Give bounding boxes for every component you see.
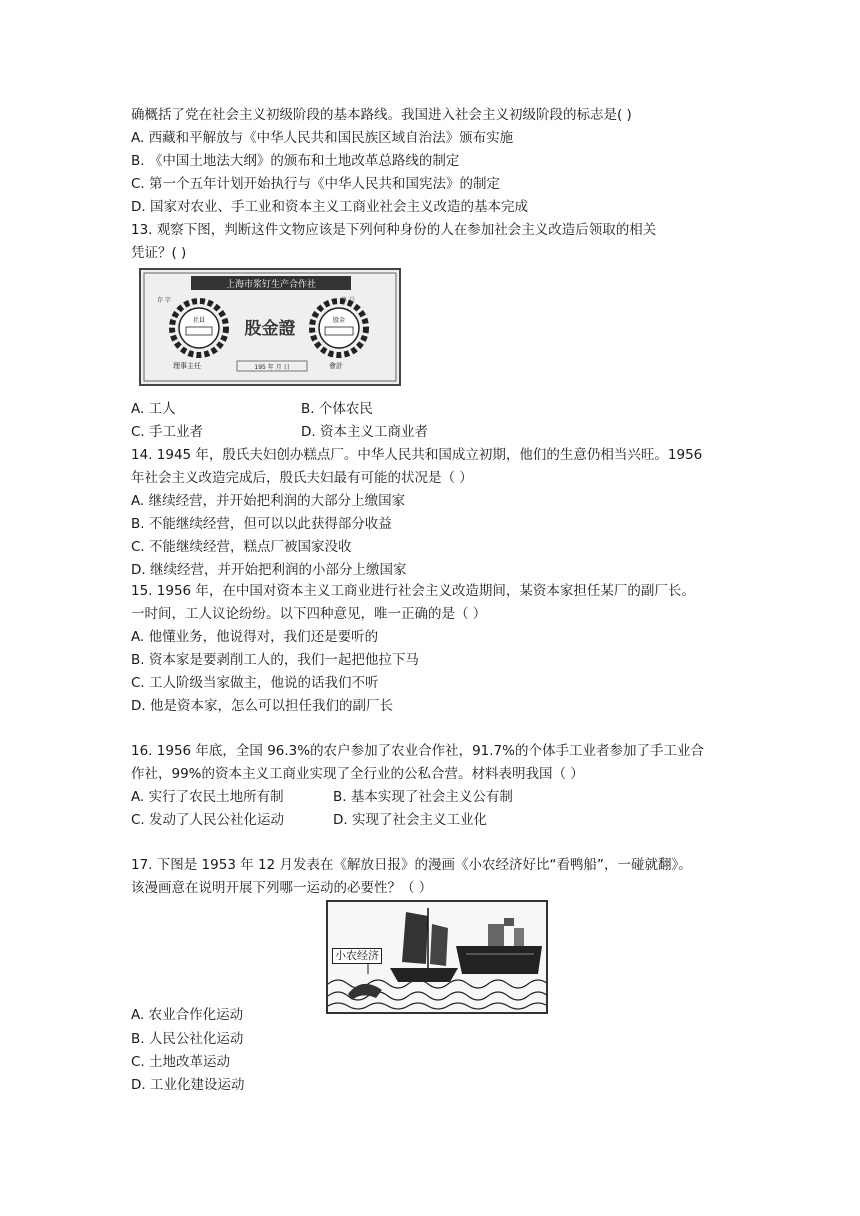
q14-stem-line-1: 14. 1945 年，殷氏夫妇创办糕点厂。中华人民共和国成立初期，他们的生意仍相当兴旺。1956 [131,447,703,463]
q16-stem-line-2: 作社，99%的资本主义工商业实现了全行业的公私合营。材料表明我国（ ） [131,766,584,782]
q12-option-d: D. 国家对农业、手工业和资本主义工商业社会主义改造的基本完成 [131,199,528,215]
q16-option-b: B. 基本实现了社会主义公有制 [333,789,513,805]
q14-option-c: C. 不能继续经营，糕点厂被国家没收 [131,539,352,555]
capsized-boat-drawing [348,964,382,1000]
right-seal-text: 股金 [332,317,346,324]
q12-option-a: A. 西藏和平解放与《中华人民共和国民族区域自治法》颁布实施 [131,130,514,146]
sailboat-drawing [390,908,458,982]
q17-option-a: A. 农业合作化运动 [131,1007,244,1023]
q13-option-d: D. 资本主义工商业者 [301,424,428,440]
left-gear-seal [172,301,226,355]
certificate-header: 上海市浆钉生产合作社 [225,280,317,290]
left-seal-text: 社員 [192,317,206,324]
q15-option-b: B. 资本家是要剥削工人的，我们一起把他拉下马 [131,652,419,668]
q14-option-d: D. 继续经营，并开始把利润的小部分上缴国家 [131,562,407,578]
q14-option-b: B. 不能继续经营，但可以以此获得部分收益 [131,516,392,532]
q13-option-c: C. 手工业者 [131,424,204,440]
q17-option-b: B. 人民公社化运动 [131,1031,244,1047]
share-certificate-image [139,268,401,386]
q16-option-c: C. 发动了人民公社化运动 [131,812,285,828]
q12-option-c: C. 第一个五年计划开始执行与《中华人民共和国宪法》的制定 [131,176,501,192]
cartoon-label: 小农经济 [332,948,382,964]
q17-stem-line-1: 17. 下图是 1953 年 12 月发表在《解放日报》的漫画《小农经济好比“看鸭船”，一碰就翻》。 [131,857,692,873]
q13-option-b: B. 个体农民 [301,401,373,417]
svg-text:存 字: 存 字 [157,297,171,304]
certificate-accountant: 會計 [329,362,343,370]
q16-option-a: A. 实行了农民土地所有制 [131,789,284,805]
certificate-date: 195 年 月 日 [254,364,290,371]
q15-option-c: C. 工人阶级当家做主，他说的话我们不听 [131,675,379,691]
q16-option-d: D. 实现了社会主义工业化 [333,812,487,828]
q17-stem-line-2: 该漫画意在说明开展下列哪一运动的必要性？（ ） [131,880,433,896]
q12-stem: 确概括了党在社会主义初级阶段的基本路线。我国进入社会主义初级阶段的标志是( ) [131,107,632,123]
q14-stem-line-2: 年社会主义改造完成后，殷氏夫妇最有可能的状况是（ ） [131,470,473,486]
q17-option-d: D. 工业化建设运动 [131,1077,245,1093]
q13-option-a: A. 工人 [131,401,176,417]
q13-stem-line-2: 凭证？( ) [131,245,187,261]
certificate-director: 理事主任 [173,362,201,370]
q13-stem-line-1: 13. 观察下图，判断这件文物应该是下列何种身份的人在参加社会主义改造后领取的相关 [131,222,657,238]
q12-option-b: B. 《中国土地法大纲》的颁布和土地改革总路线的制定 [131,153,460,169]
right-gear-seal [312,301,366,355]
q17-option-c: C. 土地改革运动 [131,1054,231,1070]
q15-option-d: D. 他是资本家，怎么可以担任我们的副厂长 [131,698,393,714]
q15-stem-line-2: 一时间，工人议论纷纷。以下四种意见，唯一正确的是（ ） [131,606,487,622]
certificate-serial: 第 号 [341,297,355,304]
certificate-drawing [141,270,399,384]
q14-option-a: A. 继续经营，并开始把利润的大部分上缴国家 [131,493,406,509]
steamship-drawing [456,918,542,974]
q15-option-a: A. 他懂业务，他说得对，我们还是要听的 [131,629,379,645]
small-farm-economy-cartoon [326,900,548,1014]
certificate-title: 股金證 [244,319,296,339]
q16-stem-line-1: 16. 1956 年底，全国 96.3%的农户参加了农业合作社，91.7%的个体手工业者参加了手工业合 [131,743,704,759]
q15-stem-line-1: 15. 1956 年，在中国对资本主义工商业进行社会主义改造期间，某资本家担任某厂的副厂长。 [131,583,695,599]
